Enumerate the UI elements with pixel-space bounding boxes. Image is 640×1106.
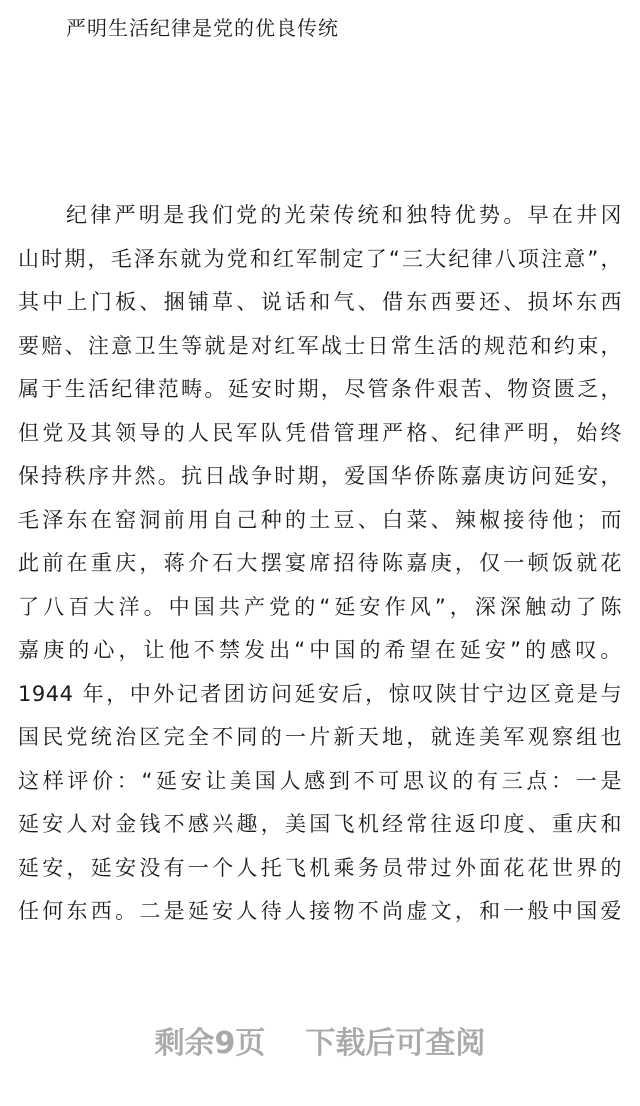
body-line: 1944 年，中外记者团访问延安后，惊叹陕甘宁边区竟是与 <box>18 681 622 706</box>
download-banner[interactable] <box>0 1020 640 1068</box>
body-line: 山时期，毛泽东就为党和红军制定了“三大纪律八项注意”， <box>18 246 622 271</box>
body-line: 国民党统治区完全不同的一片新天地，就连美军观察组也 <box>18 725 622 749</box>
body-line: 任何东西。二是延安人待人接物不尚虚文，和一般中国爱 <box>18 899 622 923</box>
body-line: 其中上门板、捆铺草、说话和气、借东西要还、损坏东西 <box>18 290 622 314</box>
document-title: 严明生活纪律是党的优良传统 <box>66 16 339 40</box>
body-line: 毛泽东在窑洞前用自己种的土豆、白菜、辣椒接待他；而 <box>18 507 622 532</box>
body-line: 要赔、注意卫生等就是对红军战士日常生活的规范和约束， <box>18 333 622 358</box>
body-line: 纪律严明是我们党的光荣传统和独特优势。早在井冈 <box>66 203 622 227</box>
body-line: 延安，延安没有一个人托飞机乘务员带过外面花花世界的 <box>18 855 622 880</box>
document-body <box>18 194 622 934</box>
body-line: 这样评价：“延安让美国人感到不可思议的有三点：一是 <box>18 768 622 793</box>
download-hint-label[interactable]: 下载后可查阅 <box>305 1026 486 1061</box>
body-line: 此前在重庆，蒋介石大摆宴席招待陈嘉庚，仅一顿饭就花 <box>18 551 622 575</box>
body-line: 了八百大洋。中国共产党的“延安作风”，深深触动了陈 <box>18 594 622 619</box>
body-line: 延安人对金钱不感兴趣，美国飞机经常往返印度、重庆和 <box>18 812 622 836</box>
body-line: 保持秩序井然。抗日战争时期，爱国华侨陈嘉庚访问延安， <box>18 464 622 488</box>
body-line: 但党及其领导的人民军队凭借管理严格、纪律严明，始终 <box>18 420 622 445</box>
remaining-pages-label[interactable]: 剩余9页 <box>154 1026 266 1061</box>
body-line: 嘉庚的心，让他不禁发出“中国的希望在延安”的感叹。 <box>18 638 622 662</box>
body-line: 属于生活纪律范畴。延安时期，尽管条件艰苦、物资匮乏， <box>18 377 622 401</box>
